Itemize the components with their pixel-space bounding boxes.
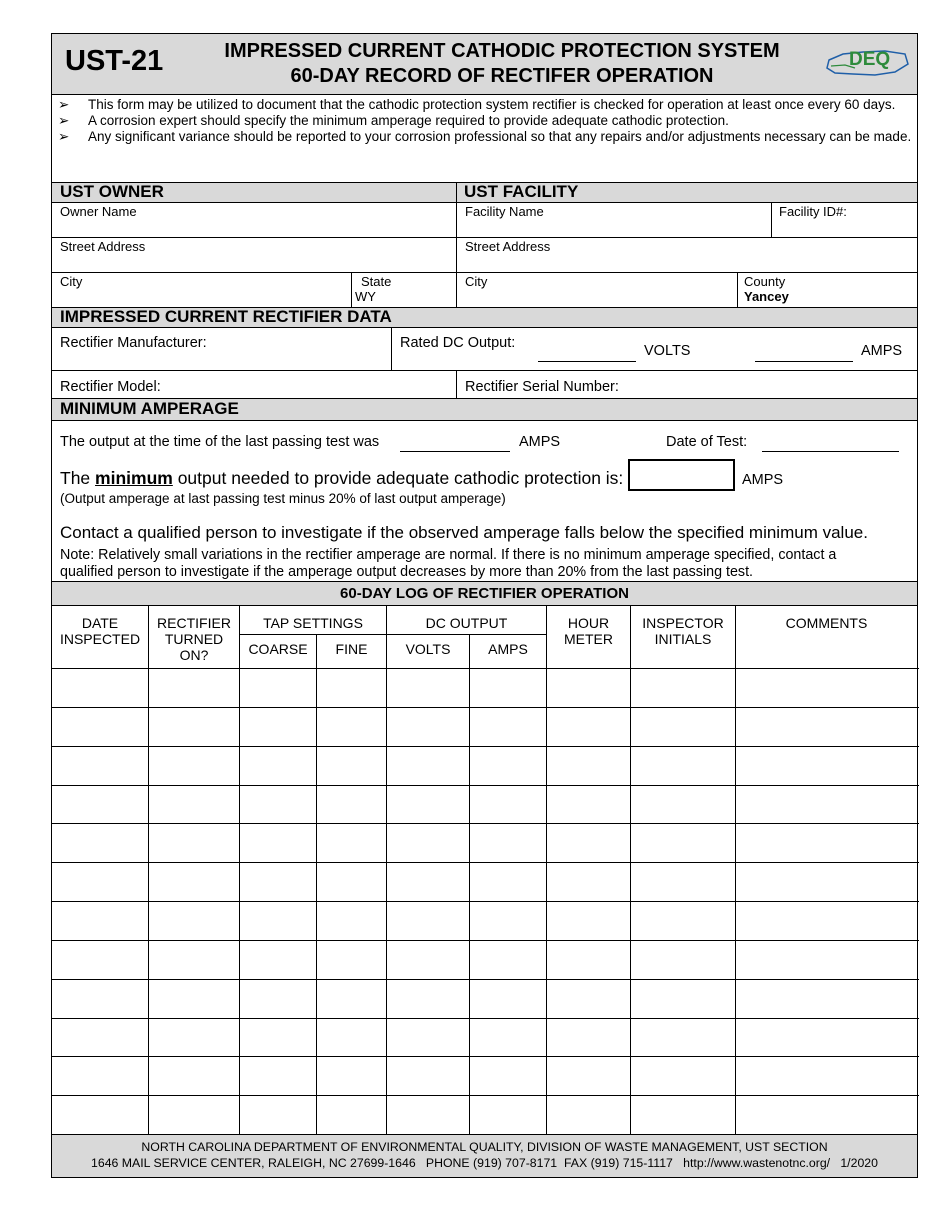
log-cell-date[interactable]	[52, 708, 148, 745]
log-cell-fine[interactable]	[317, 1096, 386, 1133]
log-cell-turned-on[interactable]	[149, 1019, 239, 1056]
footer-line1: NORTH CAROLINA DEPARTMENT OF ENVIRONMENTAL QUALITY, DIVISION OF WASTE MANAGEMENT, UST SECTION	[141, 1140, 828, 1154]
log-cell-volts[interactable]	[387, 747, 469, 784]
log-cell-fine[interactable]	[317, 980, 386, 1017]
owner-section-title: UST OWNER	[60, 182, 164, 201]
minimum-amps-input-box[interactable]	[628, 459, 735, 491]
log-cell-coarse[interactable]	[240, 786, 316, 823]
log-cell-initials[interactable]	[631, 1019, 735, 1056]
log-cell-initials[interactable]	[631, 1057, 735, 1094]
log-cell-amps[interactable]	[470, 863, 546, 900]
log-cell-fine[interactable]	[317, 669, 386, 706]
minimum-emphasis: minimum	[95, 468, 173, 488]
col-header-dc-output: DC OUTPUT	[425, 615, 508, 631]
rated-amps-field[interactable]	[755, 361, 853, 362]
log-cell-comments[interactable]	[736, 1019, 917, 1056]
log-cell-comments[interactable]	[736, 824, 917, 861]
instruction-item: ➢ Any significant variance should be reported to your corrosion professional so that any repairs and/or adjustments necessary can be made.	[58, 129, 912, 144]
rectifier-model-label: Rectifier Model:	[60, 379, 161, 395]
log-cell-date[interactable]	[52, 980, 148, 1017]
rectifier-serial-label: Rectifier Serial Number:	[465, 379, 619, 395]
log-cell-turned-on[interactable]	[149, 1057, 239, 1094]
log-cell-date[interactable]	[52, 1096, 148, 1133]
arrow-bullet-icon: ➢	[58, 113, 70, 128]
log-cell-coarse[interactable]	[240, 941, 316, 978]
log-cell-comments[interactable]	[736, 669, 917, 706]
contact-instruction: Contact a qualified person to investigate if the observed amperage falls below the specified minimum value.	[60, 523, 868, 542]
facility-street-label: Street Address	[465, 239, 551, 254]
rated-volts-unit: VOLTS	[644, 343, 691, 359]
log-cell-hour-meter[interactable]	[547, 708, 630, 745]
log-cell-date[interactable]	[52, 863, 148, 900]
form-title-line2: 60-DAY RECORD OF RECTIFER OPERATION	[290, 65, 714, 87]
instruction-item: ➢ A corrosion expert should specify the minimum amperage required to provide adequate cathodic protection.	[58, 113, 729, 128]
log-cell-volts[interactable]	[387, 863, 469, 900]
arrow-bullet-icon: ➢	[58, 97, 70, 112]
log-cell-amps[interactable]	[470, 1096, 546, 1133]
form-title-line1: IMPRESSED CURRENT CATHODIC PROTECTION SYSTEM	[224, 40, 780, 62]
log-cell-hour-meter[interactable]	[547, 786, 630, 823]
facility-city-field[interactable]	[457, 273, 736, 307]
log-cell-turned-on[interactable]	[149, 669, 239, 706]
form-id: UST-21	[65, 45, 164, 77]
log-cell-hour-meter[interactable]	[547, 902, 630, 939]
log-cell-coarse[interactable]	[240, 669, 316, 706]
log-cell-initials[interactable]	[631, 786, 735, 823]
divider	[52, 605, 917, 606]
log-cell-fine[interactable]	[317, 786, 386, 823]
log-cell-initials[interactable]	[631, 1096, 735, 1133]
log-cell-amps[interactable]	[470, 1019, 546, 1056]
log-cell-fine[interactable]	[317, 902, 386, 939]
log-cell-fine[interactable]	[317, 1057, 386, 1094]
log-cell-coarse[interactable]	[240, 1019, 316, 1056]
log-cell-amps[interactable]	[470, 669, 546, 706]
col-header-hour-meter: HOUR METER	[564, 615, 613, 647]
minimum-output-statement: The minimum output needed to provide adequate cathodic protection is:	[60, 468, 624, 488]
divider	[239, 634, 546, 635]
facility-city-label: City	[465, 274, 488, 289]
facility-id-label: Facility ID#:	[779, 204, 847, 219]
log-cell-volts[interactable]	[387, 1096, 469, 1133]
col-header-amps: AMPS	[488, 641, 528, 657]
log-cell-volts[interactable]	[387, 786, 469, 823]
log-cell-hour-meter[interactable]	[547, 1019, 630, 1056]
rated-output-label: Rated DC Output:	[400, 335, 516, 351]
owner-state-label: State	[361, 274, 392, 289]
date-of-test-label: Date of Test:	[666, 434, 748, 450]
log-cell-comments[interactable]	[736, 1096, 917, 1133]
col-header-fine: FINE	[335, 641, 368, 657]
log-cell-initials[interactable]	[631, 980, 735, 1017]
facility-section-title: UST FACILITY	[464, 182, 579, 201]
log-cell-coarse[interactable]	[240, 1096, 316, 1133]
facility-county-value: Yancey	[744, 289, 789, 304]
log-cell-turned-on[interactable]	[149, 863, 239, 900]
col-header-tap-settings: TAP SETTINGS	[263, 615, 363, 631]
log-cell-volts[interactable]	[387, 941, 469, 978]
log-cell-fine[interactable]	[317, 863, 386, 900]
log-cell-turned-on[interactable]	[149, 708, 239, 745]
minimum-output-note: (Output amperage at last passing test minus 20% of last output amperage)	[60, 491, 506, 506]
log-cell-coarse[interactable]	[240, 980, 316, 1017]
log-cell-coarse[interactable]	[240, 824, 316, 861]
log-cell-date[interactable]	[52, 669, 148, 706]
log-cell-coarse[interactable]	[240, 747, 316, 784]
footer-line2: 1646 MAIL SERVICE CENTER, RALEIGH, NC 27699-1646 PHONE (919) 707-8171 FAX (919) 715-1117 http://www.wastenotnc.org/ 1/2020	[91, 1156, 878, 1170]
col-header-turned-on: RECTIFIER TURNED ON?	[157, 615, 231, 663]
log-cell-turned-on[interactable]	[149, 902, 239, 939]
log-cell-initials[interactable]	[631, 824, 735, 861]
log-cell-turned-on[interactable]	[149, 747, 239, 784]
col-header-volts: VOLTS	[405, 641, 451, 657]
log-cell-volts[interactable]	[387, 669, 469, 706]
last-test-amps-unit: AMPS	[519, 434, 561, 450]
rated-volts-field[interactable]	[538, 361, 636, 362]
divider	[52, 94, 917, 95]
log-cell-amps[interactable]	[470, 747, 546, 784]
log-cell-comments[interactable]	[736, 747, 917, 784]
log-cell-date[interactable]	[52, 824, 148, 861]
log-cell-amps[interactable]	[470, 1057, 546, 1094]
log-cell-volts[interactable]	[387, 824, 469, 861]
rated-amps-unit: AMPS	[861, 343, 903, 359]
divider	[52, 420, 917, 421]
variation-note-line1: Note: Relatively small variations in the rectifier amperage are normal. If there is no minimum amperage specified, contact a	[60, 547, 837, 563]
owner-state-value: WY	[355, 289, 376, 304]
log-cell-hour-meter[interactable]	[547, 1096, 630, 1133]
minimum-section-title: MINIMUM AMPERAGE	[60, 399, 239, 418]
col-header-comments: COMMENTS	[785, 615, 868, 631]
log-cell-initials[interactable]	[631, 902, 735, 939]
log-cell-hour-meter[interactable]	[547, 669, 630, 706]
log-cell-amps[interactable]	[470, 941, 546, 978]
rectifier-section-title: IMPRESSED CURRENT RECTIFIER DATA	[60, 307, 392, 326]
log-cell-fine[interactable]	[317, 747, 386, 784]
deq-logo-text: DEQ	[849, 49, 891, 70]
log-cell-comments[interactable]	[736, 708, 917, 745]
owner-street-label: Street Address	[60, 239, 146, 254]
log-cell-coarse[interactable]	[240, 708, 316, 745]
last-test-text: The output at the time of the last passing test was	[60, 434, 380, 450]
log-cell-comments[interactable]	[736, 786, 917, 823]
log-cell-initials[interactable]	[631, 708, 735, 745]
facility-name-label: Facility Name	[465, 204, 544, 219]
log-cell-date[interactable]	[52, 941, 148, 978]
col-header-coarse: COARSE	[248, 641, 308, 657]
log-cell-comments[interactable]	[736, 902, 917, 939]
log-cell-hour-meter[interactable]	[547, 824, 630, 861]
log-cell-date[interactable]	[52, 786, 148, 823]
log-cell-volts[interactable]	[387, 1019, 469, 1056]
log-cell-turned-on[interactable]	[149, 980, 239, 1017]
log-cell-date[interactable]	[52, 1057, 148, 1094]
minimum-amps-unit: AMPS	[742, 472, 784, 488]
log-cell-hour-meter[interactable]	[547, 863, 630, 900]
log-cell-hour-meter[interactable]	[547, 747, 630, 784]
log-cell-volts[interactable]	[387, 708, 469, 745]
log-cell-fine[interactable]	[317, 708, 386, 745]
log-title: 60-DAY LOG OF RECTIFIER OPERATION	[340, 585, 629, 602]
arrow-bullet-icon: ➢	[58, 129, 70, 144]
deq-logo	[825, 46, 911, 80]
log-cell-turned-on[interactable]	[149, 824, 239, 861]
divider	[391, 327, 392, 370]
log-cell-comments[interactable]	[736, 980, 917, 1017]
col-header-date: DATE INSPECTED	[59, 615, 141, 647]
log-cell-fine[interactable]	[317, 824, 386, 861]
log-cell-amps[interactable]	[470, 902, 546, 939]
date-of-test-field[interactable]	[762, 451, 899, 452]
log-cell-turned-on[interactable]	[149, 941, 239, 978]
instructions-list	[58, 97, 913, 145]
rectifier-manufacturer-label: Rectifier Manufacturer:	[60, 335, 207, 351]
log-cell-coarse[interactable]	[240, 863, 316, 900]
ust21-form	[51, 33, 918, 1178]
log-cell-date[interactable]	[52, 1019, 148, 1056]
log-cell-initials[interactable]	[631, 669, 735, 706]
last-test-amps-field[interactable]	[400, 451, 510, 452]
owner-city-field[interactable]	[53, 273, 350, 307]
log-cell-turned-on[interactable]	[149, 786, 239, 823]
log-cell-amps[interactable]	[470, 786, 546, 823]
log-cell-date[interactable]	[52, 902, 148, 939]
log-cell-amps[interactable]	[470, 980, 546, 1017]
log-cell-volts[interactable]	[387, 1057, 469, 1094]
log-cell-initials[interactable]	[631, 747, 735, 784]
log-cell-date[interactable]	[52, 747, 148, 784]
log-cell-volts[interactable]	[387, 980, 469, 1017]
log-cell-comments[interactable]	[736, 863, 917, 900]
log-cell-amps[interactable]	[470, 708, 546, 745]
log-cell-coarse[interactable]	[240, 1057, 316, 1094]
owner-city-label: City	[60, 274, 83, 289]
log-cell-coarse[interactable]	[240, 902, 316, 939]
col-header-inspector-initials: INSPECTOR INITIALS	[642, 615, 724, 647]
log-cell-hour-meter[interactable]	[547, 980, 630, 1017]
facility-county-label: County	[744, 274, 786, 289]
log-cell-amps[interactable]	[470, 824, 546, 861]
log-cell-initials[interactable]	[631, 941, 735, 978]
log-cell-turned-on[interactable]	[149, 1096, 239, 1133]
log-cell-comments[interactable]	[736, 941, 917, 978]
log-cell-hour-meter[interactable]	[547, 1057, 630, 1094]
owner-name-label: Owner Name	[60, 204, 137, 219]
variation-note-line2: qualified person to investigate if the amperage output decreases by more than 20% from the last passing test.	[60, 564, 754, 580]
instruction-item: ➢ This form may be utilized to document that the cathodic protection system rectifier is checked for operation at least once every 60 days.	[58, 97, 896, 112]
log-cell-volts[interactable]	[387, 902, 469, 939]
log-cell-hour-meter[interactable]	[547, 941, 630, 978]
log-cell-fine[interactable]	[317, 941, 386, 978]
log-cell-fine[interactable]	[317, 1019, 386, 1056]
log-cell-comments[interactable]	[736, 1057, 917, 1094]
log-cell-initials[interactable]	[631, 863, 735, 900]
